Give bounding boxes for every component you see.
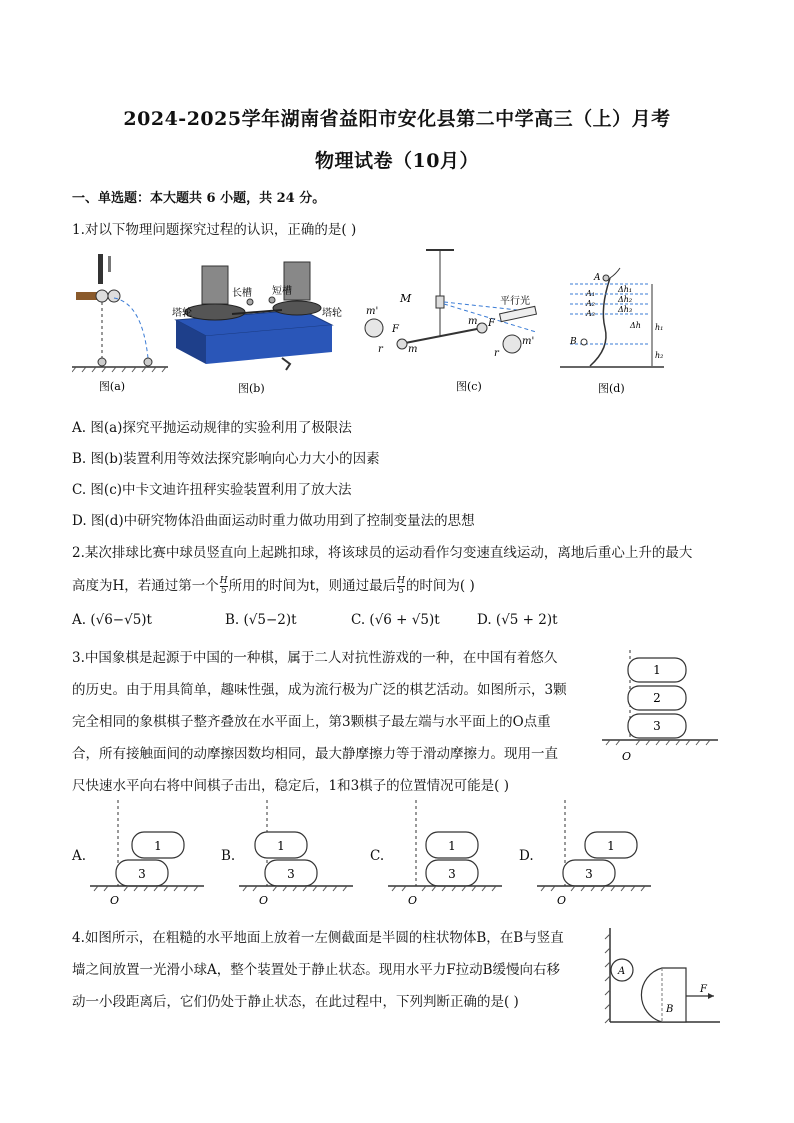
opt-a-piece-1: 1: [154, 839, 162, 853]
q1-option-d: D. 图(d)中研究物体沿曲面运动时重力做功用到了控制变量法的思想: [72, 513, 475, 529]
page-title: 2024-2025学年湖南省益阳市安化县第二中学高三（上）月考: [123, 108, 671, 130]
q3-option-d-figure[interactable]: [535, 800, 655, 908]
fig-d-label-B: B: [570, 337, 577, 347]
opt-c-piece-3: 3: [448, 867, 456, 881]
fig-c-label-r1: r: [378, 344, 383, 355]
q1-option-b: B. 图(b)装置利用等效法探究影响向心力大小的因素: [72, 451, 380, 467]
opt-d-origin: O: [557, 894, 567, 907]
fig-b-label-short-groove: 短槽: [272, 286, 292, 297]
opt-b-origin: O: [259, 894, 269, 907]
piece-2-label: 2: [653, 691, 661, 705]
fig-c-label-r2: r: [494, 348, 499, 359]
q2-fraction-1-num: H: [219, 576, 228, 586]
q1-figure-d: [560, 248, 672, 398]
fig-d-label-A3: A₃: [586, 309, 595, 318]
opt-b-piece-3: 3: [287, 867, 295, 881]
fig-d-label-dh2: Δh₂: [618, 295, 633, 304]
fig-d-label-h2: h₂: [655, 351, 664, 360]
fig-d-label-A: A: [594, 273, 601, 283]
page-subtitle: 物理试卷（10月）: [315, 150, 479, 172]
fig-b-label-long-groove: 长槽: [232, 288, 252, 299]
piece-1-label: 1: [653, 663, 661, 677]
q3-option-b-figure[interactable]: [237, 800, 357, 908]
q1-stem: 1.对以下物理问题探究过程的认识，正确的是( ): [72, 222, 357, 238]
fig-d-label-A2: A₂: [586, 299, 595, 308]
q2-fraction-2-den: 5: [398, 586, 404, 596]
q3-main-figure: [598, 650, 722, 762]
fig-c-label-F1: F: [392, 324, 399, 335]
q3-stem-line2: 的历史。由于用具简单，趣味性强，成为流行极为广泛的棋艺活动。如图所示，3颗: [72, 682, 567, 698]
fig-c-label-m2: m': [522, 336, 535, 347]
origin-label: O: [622, 750, 632, 762]
section-heading: 一、单选题：本大题共 6 小题，共 24 分。: [72, 191, 326, 206]
fig-b-caption: 图(b): [238, 382, 265, 395]
q3-stem-line5: 尺快速水平向右将中间棋子击出，稳定后，1和3棋子的位置情况可能是( ): [72, 778, 510, 794]
opt-b-piece-1: 1: [277, 839, 285, 853]
fig-d-label-dh: Δh: [630, 321, 641, 330]
q2-stem-part-b: 所用的时间为t，则通过最后: [228, 578, 397, 594]
opt-a-piece-3: 3: [138, 867, 146, 881]
fig-d-caption: 图(d): [598, 382, 625, 395]
q3-option-a-figure[interactable]: [88, 800, 208, 908]
q3-option-c-label: C.: [370, 848, 385, 864]
q4-stem-line3: 动一小段距离后，它们仍处于静止状态，在此过程中，下列判断正确的是( ): [72, 994, 519, 1010]
fig-c-caption: 图(c): [456, 380, 482, 393]
q2-fraction-2-num: H: [397, 576, 405, 586]
piece-3-label: 3: [653, 719, 661, 733]
opt-c-origin: O: [408, 894, 418, 907]
q3-option-a-label: A.: [72, 848, 87, 864]
fig-c-label-M: M: [400, 292, 412, 305]
fig-c-label-mm1: m: [408, 344, 418, 355]
fig-c-label-mm2: m: [468, 316, 478, 327]
fig-d-label-h1: h₁: [655, 323, 664, 332]
q3-option-c-figure[interactable]: [386, 800, 506, 908]
fig-c-label-light: 平行光: [500, 296, 530, 307]
q3-stem-line3: 完全相同的象棋棋子整齐叠放在水平面上，第3颗棋子最左端与水平面上的O点重: [72, 714, 551, 730]
q3-option-b-label: B.: [221, 848, 236, 864]
q2-option-d: D. (√5 + 2)t: [477, 612, 558, 628]
q2-fraction-1: [220, 577, 228, 596]
q2-option-c: C. (√6 + √5)t: [351, 612, 440, 628]
q2-stem-part-a: 高度为H，若通过第一个: [72, 578, 219, 594]
q1-option-c: C. 图(c)中卡文迪许扭秤实验装置利用了放大法: [72, 482, 352, 498]
q2-stem-part-c: 的时间为( ): [405, 578, 475, 594]
q4-figure: [600, 924, 724, 1032]
fig-b-label-tower-right: 塔轮: [322, 308, 342, 319]
q3-stem-line1: 3.中国象棋是起源于中国的一种棋，属于二人对抗性游戏的一种，在中国有着悠久: [72, 650, 558, 666]
fig-c-label-m1: m': [366, 306, 379, 317]
q4-label-A: A: [618, 966, 626, 977]
q2-fraction-1-den: 5: [220, 586, 227, 596]
q1-figure-b: [172, 240, 352, 400]
q1-option-a: A. 图(a)探究平抛运动规律的实验利用了极限法: [72, 420, 352, 436]
opt-d-piece-3: 3: [585, 867, 593, 881]
q4-label-B: B: [666, 1004, 674, 1015]
fig-a-caption: 图(a): [98, 380, 126, 393]
fig-d-label-dh1: Δh₁: [618, 285, 633, 294]
opt-a-origin: O: [110, 894, 120, 907]
fig-d-label-dh3: Δh₃: [618, 305, 633, 314]
q2-stem-line1: 2.某次排球比赛中球员竖直向上起跳扣球，将该球员的运动看作匀变速直线运动，离地后重心上升的最大: [72, 545, 693, 561]
fig-d-label-A1: A₁: [586, 289, 595, 298]
q2-option-b: B. (√5−2)t: [225, 612, 297, 628]
opt-c-piece-1: 1: [448, 839, 456, 853]
q2-stem-line2: [72, 574, 475, 596]
q1-figure-a: [72, 248, 172, 398]
q2-fraction-2: [397, 577, 405, 596]
q4-stem-line2: 墙之间放置一光滑小球A，整个装置处于静止状态。现用水平力F拉动B缓慢向右移: [72, 962, 561, 978]
fig-c-label-F2: F: [488, 318, 495, 329]
q3-stem-line4: 合，所有接触面间的动摩擦因数均相同，最大静摩擦力等于滑动摩擦力。现用一直: [72, 746, 558, 762]
fig-b-label-tower-left: 塔轮: [172, 308, 192, 319]
q4-label-F: F: [700, 984, 707, 995]
q1-figure-c: [360, 248, 545, 398]
opt-d-piece-1: 1: [607, 839, 615, 853]
q2-option-a: A. (√6−√5)t: [72, 612, 152, 628]
q4-stem-line1: 4.如图所示，在粗糙的水平地面上放着一左侧截面是半圆的柱状物体B，在B与竖直: [72, 930, 564, 946]
q3-option-d-label: D.: [519, 848, 534, 864]
